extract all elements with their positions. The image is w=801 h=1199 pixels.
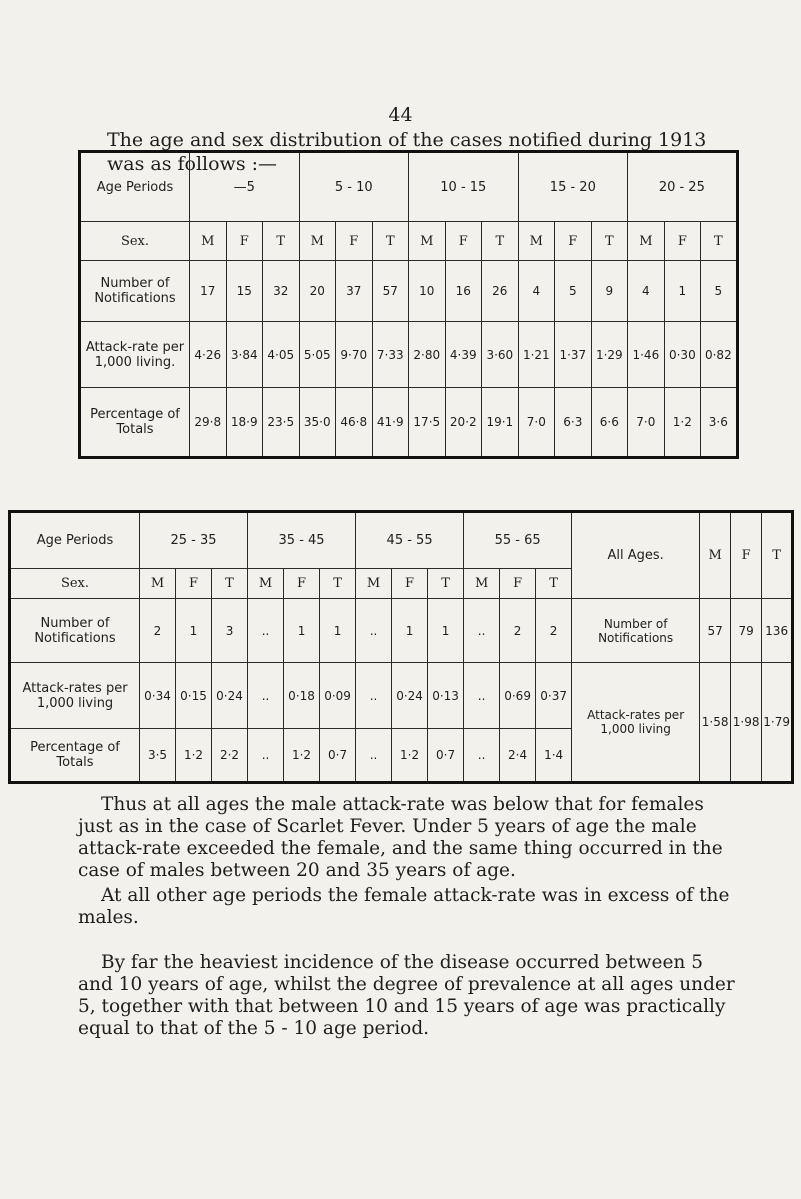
table-cell: .. (464, 663, 500, 729)
table-cell: 17·5 (409, 388, 446, 458)
table-cell: 1 (428, 599, 464, 663)
age-period-header: 5 - 10 (299, 152, 409, 222)
sex-col-header: F (336, 222, 373, 261)
table-cell: 29·8 (190, 388, 227, 458)
sex-label: Sex. (80, 222, 190, 261)
table-cell: 1·4 (536, 729, 572, 783)
table-cell: 3·5 (140, 729, 176, 783)
table-cell: 18·9 (226, 388, 263, 458)
table-cell: 17 (190, 261, 227, 322)
row-label: Attack-rate per 1,000 living. (80, 322, 190, 388)
sex-col-header: T (482, 222, 519, 261)
sex-col-header: F (445, 222, 482, 261)
table-cell: 1·2 (284, 729, 320, 783)
table-cell: 1·29 (591, 322, 628, 388)
table-cell: 0·30 (664, 322, 701, 388)
table-cell: 0·7 (428, 729, 464, 783)
table-cell: 1·37 (555, 322, 592, 388)
age-distribution-table-2 (8, 510, 794, 784)
table-cell: 0·37 (536, 663, 572, 729)
table-cell: 0·82 (701, 322, 738, 388)
sex-col-header: T (591, 222, 628, 261)
corner-label: Age Periods (10, 512, 140, 569)
table-cell: 1 (284, 599, 320, 663)
table-cell: 57 (372, 261, 409, 322)
table-cell: 9·70 (336, 322, 373, 388)
table-cell: 5 (701, 261, 738, 322)
table-cell: .. (356, 599, 392, 663)
table-cell: 1 (176, 599, 212, 663)
all-ages-row-label: Number of Notifications (572, 599, 700, 663)
age-distribution-table-1 (78, 150, 739, 459)
table-cell: 4 (628, 261, 665, 322)
table-cell: 10 (409, 261, 446, 322)
table-cell: 46·8 (336, 388, 373, 458)
table-cell: 26 (482, 261, 519, 322)
sex-col-header: T (263, 222, 300, 261)
table-row (80, 322, 738, 388)
table-cell: 9 (591, 261, 628, 322)
page-number: 44 (388, 104, 413, 126)
table-cell: 0·7 (320, 729, 356, 783)
sex-label: Sex. (10, 569, 140, 599)
table-row (80, 388, 738, 458)
table-cell: 7·33 (372, 322, 409, 388)
sex-col-header: M (140, 569, 176, 599)
table-cell: 5 (555, 261, 592, 322)
table-cell: 0·34 (140, 663, 176, 729)
table-cell: 2·80 (409, 322, 446, 388)
table-cell: 1 (320, 599, 356, 663)
table-cell: .. (464, 599, 500, 663)
table-cell: 4·26 (190, 322, 227, 388)
age-period-header: 25 - 35 (140, 512, 248, 569)
sex-col-header: F (176, 569, 212, 599)
table-cell: 136 (762, 599, 793, 663)
sex-col-header: M (190, 222, 227, 261)
table-cell: 4 (518, 261, 555, 322)
table-cell: 0·69 (500, 663, 536, 729)
table-cell: 16 (445, 261, 482, 322)
sex-col-header: F (500, 569, 536, 599)
table-cell: 6·3 (555, 388, 592, 458)
row-label: Number of Notifications (10, 599, 140, 663)
table-cell: 1·2 (176, 729, 212, 783)
table-cell: 3·6 (701, 388, 738, 458)
table-cell: 5·05 (299, 322, 336, 388)
table-row (10, 663, 793, 729)
row-label: Percentage of Totals (10, 729, 140, 783)
table-cell: 7·0 (518, 388, 555, 458)
table-cell: 3·84 (226, 322, 263, 388)
all-ages-col-header: M (700, 512, 731, 599)
table-cell: 0·24 (392, 663, 428, 729)
table-cell: 1·2 (392, 729, 428, 783)
table-cell: 19·1 (482, 388, 519, 458)
all-ages-header: All Ages. (572, 512, 700, 599)
sex-col-header: M (518, 222, 555, 261)
age-period-header: 45 - 55 (356, 512, 464, 569)
sex-col-header: F (392, 569, 428, 599)
age-period-header: —5 (190, 152, 300, 222)
sex-col-header: M (409, 222, 446, 261)
sex-col-header: T (320, 569, 356, 599)
table-cell: .. (248, 599, 284, 663)
all-ages-col-header: T (762, 512, 793, 599)
table-cell: 2 (536, 599, 572, 663)
sex-col-header: T (372, 222, 409, 261)
age-period-header: 20 - 25 (628, 152, 738, 222)
body-paragraph: Thus at all ages the male attack-rate was below that for females just as in the case of Scarlet Fever. Under 5 years of age the male attack-rate exceeded the female, and the same thing occurred in the case of males between 20 and 35 years of age. (78, 794, 723, 881)
body-paragraph: By far the heaviest incidence of the disease occurred between 5 and 10 years of age, whilst the degree of prevalence at all ages under 5, together with that between 10 and 15 years of age was practically equal to that of the 5 - 10 age period. (78, 952, 735, 1039)
table-cell: 57 (700, 599, 731, 663)
table-cell: 2 (500, 599, 536, 663)
table-cell: 32 (263, 261, 300, 322)
table-cell: 35·0 (299, 388, 336, 458)
table-cell: .. (464, 729, 500, 783)
table-cell: 1 (392, 599, 428, 663)
age-period-header: 15 - 20 (518, 152, 628, 222)
age-period-header: 10 - 15 (409, 152, 519, 222)
table-cell: 20·2 (445, 388, 482, 458)
sex-col-header: F (226, 222, 263, 261)
sex-col-header: F (284, 569, 320, 599)
sex-col-header: M (248, 569, 284, 599)
table-cell: 2·4 (500, 729, 536, 783)
intro-text: The age and sex distribution of the cases notified during 1913 was as follows :— (107, 129, 707, 175)
sex-col-header: F (664, 222, 701, 261)
row-label: Attack-rates per 1,000 living (10, 663, 140, 729)
table-row (80, 261, 738, 322)
sex-col-header: T (428, 569, 464, 599)
table-cell: 20 (299, 261, 336, 322)
table-cell: 79 (731, 599, 762, 663)
table-cell: .. (248, 663, 284, 729)
table-cell: 1·98 (731, 663, 762, 783)
table-cell: 23·5 (263, 388, 300, 458)
sex-col-header: T (212, 569, 248, 599)
sex-col-header: T (701, 222, 738, 261)
table-cell: 41·9 (372, 388, 409, 458)
sex-col-header: F (555, 222, 592, 261)
body-paragraph: At all other age periods the female attack-rate was in excess of the males. (78, 885, 730, 928)
table-cell: 1·58 (700, 663, 731, 783)
corner-label: Age Periods (80, 152, 190, 222)
table-cell: 15 (226, 261, 263, 322)
table-cell: 2·2 (212, 729, 248, 783)
all-ages-col-header: F (731, 512, 762, 599)
all-ages-row-label: Attack-rates per 1,000 living (572, 663, 700, 783)
table-cell: 4·39 (445, 322, 482, 388)
table-cell: 1·46 (628, 322, 665, 388)
table-row (10, 599, 793, 663)
table-cell: 6·6 (591, 388, 628, 458)
table-cell: 7·0 (628, 388, 665, 458)
age-period-header: 55 - 65 (464, 512, 572, 569)
sex-col-header: M (356, 569, 392, 599)
sex-col-header: T (536, 569, 572, 599)
table-cell: .. (356, 663, 392, 729)
table-cell: 2 (140, 599, 176, 663)
sex-col-header: M (628, 222, 665, 261)
table-cell: 0·18 (284, 663, 320, 729)
table-cell: .. (356, 729, 392, 783)
table-cell: 3 (212, 599, 248, 663)
table-cell: 1·2 (664, 388, 701, 458)
sex-col-header: M (299, 222, 336, 261)
table-cell: 0·24 (212, 663, 248, 729)
table-cell: 0·09 (320, 663, 356, 729)
table-cell: 1·21 (518, 322, 555, 388)
table-cell: .. (248, 729, 284, 783)
table-cell: 0·15 (176, 663, 212, 729)
table-cell: 4·05 (263, 322, 300, 388)
age-period-header: 35 - 45 (248, 512, 356, 569)
table-cell: 1·79 (762, 663, 793, 783)
table-cell: 3·60 (482, 322, 519, 388)
row-label: Percentage of Totals (80, 388, 190, 458)
sex-col-header: M (464, 569, 500, 599)
row-label: Number of Notifications (80, 261, 190, 322)
table-cell: 37 (336, 261, 373, 322)
table-cell: 0·13 (428, 663, 464, 729)
table-cell: 1 (664, 261, 701, 322)
